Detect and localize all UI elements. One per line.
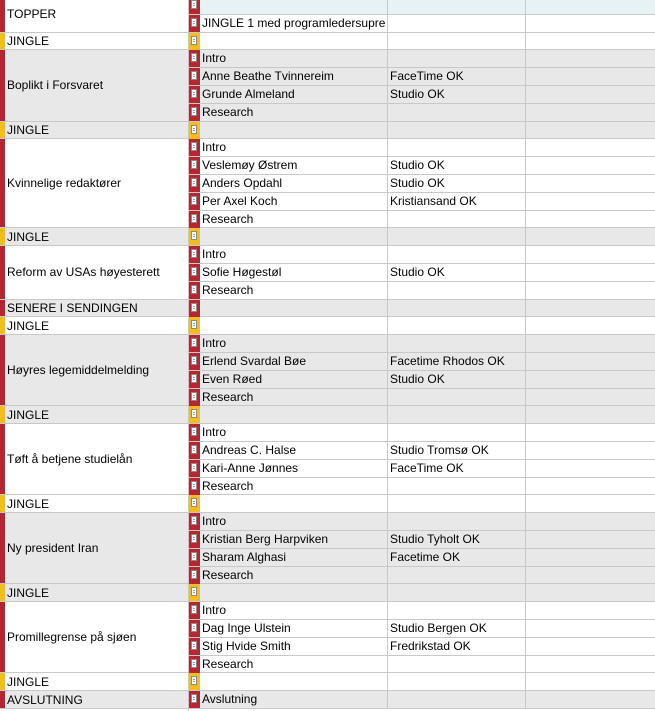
segment-title[interactable]: JINGLE (7, 318, 50, 333)
item-title-cell[interactable]: Kristian Berg Harpviken (202, 532, 329, 546)
column-divider (525, 531, 526, 548)
segment-title[interactable]: Høyres legemiddelmelding (7, 363, 150, 378)
column-divider (525, 442, 526, 459)
document-icon[interactable] (191, 214, 197, 223)
item-color-marker (189, 139, 200, 156)
document-icon[interactable] (191, 231, 197, 240)
segment-color-marker (0, 139, 5, 227)
column-divider (525, 50, 526, 67)
column-divider (525, 335, 526, 352)
item-color-marker (189, 513, 200, 530)
item-color-marker (189, 549, 200, 566)
column-divider (525, 673, 526, 690)
item-status-cell[interactable]: Fredrikstad OK (390, 638, 471, 653)
item-title-cell[interactable]: Sharam Alghasi (202, 549, 287, 564)
segment-title[interactable]: Ny president Iran (7, 541, 99, 556)
item-row[interactable] (189, 495, 655, 513)
column-divider (387, 584, 388, 601)
column-divider (525, 122, 526, 139)
item-title-cell[interactable]: Anne Beathe Tvinnereim (202, 69, 334, 84)
column-divider (387, 335, 388, 352)
document-icon[interactable] (191, 36, 197, 45)
column-divider (525, 282, 526, 299)
item-status-cell[interactable]: Studio OK (390, 176, 445, 190)
segment-title[interactable]: JINGLE (7, 496, 50, 511)
item-title-cell[interactable]: Intro (202, 51, 227, 66)
column-divider (387, 86, 388, 103)
column-divider (387, 317, 388, 334)
document-icon[interactable] (191, 249, 197, 258)
item-row[interactable] (189, 15, 655, 33)
column-divider (188, 0, 189, 711)
segment-color-marker (0, 0, 5, 32)
column-divider (387, 68, 388, 85)
item-title-cell[interactable]: Dag Inge Ulstein (202, 621, 291, 635)
column-divider (525, 656, 526, 673)
document-icon[interactable] (191, 463, 197, 472)
item-color-marker (189, 157, 200, 174)
item-color-marker (189, 335, 200, 352)
segment-title[interactable]: JINGLE (7, 585, 50, 600)
column-divider (387, 567, 388, 584)
column-divider (387, 139, 388, 156)
document-icon[interactable] (191, 320, 197, 329)
item-title-cell[interactable]: Per Axel Koch (202, 193, 278, 208)
document-icon[interactable] (191, 338, 197, 347)
item-row[interactable] (189, 406, 655, 424)
item-row[interactable] (189, 424, 655, 442)
segment-color-marker (0, 228, 5, 245)
item-status-cell[interactable]: Facetime Rhodos OK (390, 354, 505, 368)
column-divider (525, 620, 526, 637)
column-divider (387, 389, 388, 406)
item-row[interactable] (189, 211, 655, 229)
item-row[interactable] (189, 513, 655, 531)
document-icon[interactable] (191, 623, 197, 632)
document-icon[interactable] (191, 481, 197, 490)
segment-color-marker (0, 300, 5, 317)
document-icon[interactable] (191, 498, 197, 507)
item-color-marker (189, 478, 200, 495)
column-divider (387, 228, 388, 245)
document-icon[interactable] (191, 374, 197, 383)
item-title-cell[interactable]: Intro (202, 603, 227, 618)
item-row[interactable] (189, 33, 655, 51)
item-title-cell[interactable]: Research (202, 211, 254, 226)
item-row[interactable] (189, 300, 655, 318)
column-divider (387, 673, 388, 690)
item-row[interactable] (189, 122, 655, 140)
item-status-cell[interactable]: Studio OK (390, 158, 445, 173)
item-title-cell[interactable]: Avslutning (202, 692, 258, 707)
column-divider (525, 193, 526, 210)
segment-title[interactable]: Promillegrense på sjøen (7, 630, 137, 645)
column-divider (525, 638, 526, 655)
item-color-marker (189, 122, 200, 139)
item-color-marker (189, 584, 200, 601)
item-status-cell[interactable]: Studio OK (390, 371, 445, 386)
item-title-cell[interactable]: Research (202, 282, 254, 297)
item-row[interactable] (189, 282, 655, 300)
segment-color-marker (0, 602, 5, 672)
item-row[interactable] (189, 478, 655, 496)
item-status-cell[interactable]: Kristiansand OK (390, 193, 477, 208)
column-divider (387, 371, 388, 388)
column-divider (387, 424, 388, 441)
item-row[interactable] (189, 549, 655, 567)
item-title-cell[interactable]: Sofie Høgestøl (202, 265, 282, 279)
item-row[interactable] (189, 442, 655, 460)
document-icon[interactable] (191, 0, 197, 9)
document-icon[interactable] (191, 392, 197, 401)
item-title-cell[interactable]: Andreas C. Halse (202, 443, 297, 457)
document-icon[interactable] (191, 267, 197, 276)
segment-title[interactable]: Boplikt i Forsvaret (7, 78, 104, 93)
item-row[interactable] (189, 50, 655, 68)
item-title-cell[interactable]: Anders Opdahl (202, 176, 283, 190)
item-row[interactable] (189, 371, 655, 389)
column-divider (387, 620, 388, 637)
document-icon[interactable] (191, 570, 197, 579)
item-row[interactable] (189, 68, 655, 86)
item-row[interactable] (189, 246, 655, 264)
item-row[interactable] (189, 0, 655, 15)
item-title-cell[interactable]: Veslemøy Østrem (202, 158, 298, 173)
document-icon[interactable] (191, 125, 197, 134)
document-icon[interactable] (191, 71, 197, 80)
item-title-cell[interactable]: Research (202, 104, 254, 119)
item-status-cell[interactable]: Studio Tyholt OK (390, 532, 480, 546)
item-color-marker (189, 264, 200, 281)
item-row[interactable] (189, 389, 655, 407)
segment-title[interactable]: JINGLE (7, 33, 50, 48)
item-color-marker (189, 68, 200, 85)
item-row[interactable] (189, 335, 655, 353)
segment-color-marker (0, 50, 5, 120)
document-icon[interactable] (191, 18, 197, 27)
item-color-marker (189, 33, 200, 50)
item-color-marker (189, 228, 200, 245)
segment-color-marker (0, 673, 5, 690)
document-icon[interactable] (191, 641, 197, 650)
item-title-cell[interactable]: Kari-Anne Jønnes (202, 460, 299, 475)
column-divider (525, 460, 526, 477)
document-icon[interactable] (191, 409, 197, 418)
segment-title[interactable]: Kvinnelige redaktører (7, 176, 122, 191)
column-divider (387, 282, 388, 299)
segment-color-marker (0, 335, 5, 405)
document-icon[interactable] (191, 427, 197, 436)
segment-title[interactable]: AVSLUTNING (7, 692, 83, 707)
column-divider (387, 264, 388, 281)
document-icon[interactable] (191, 605, 197, 614)
item-color-marker (189, 246, 200, 263)
column-divider (525, 211, 526, 228)
item-row[interactable] (189, 86, 655, 104)
item-title-cell[interactable]: Intro (202, 336, 227, 351)
item-status-cell[interactable]: FaceTime OK (390, 460, 464, 475)
item-title-cell[interactable]: Research (202, 389, 254, 404)
item-row[interactable] (189, 656, 655, 674)
item-row[interactable] (189, 460, 655, 478)
column-divider (387, 175, 388, 192)
column-divider (387, 15, 388, 32)
column-divider (525, 228, 526, 245)
column-divider (387, 549, 388, 566)
item-color-marker (189, 371, 200, 388)
column-divider (387, 193, 388, 210)
column-divider (525, 157, 526, 174)
column-divider (387, 602, 388, 619)
column-divider (387, 0, 388, 14)
column-divider (387, 638, 388, 655)
item-title-cell[interactable]: Research (202, 567, 254, 582)
item-color-marker (189, 15, 200, 32)
document-icon[interactable] (191, 178, 197, 187)
segment-color-marker (0, 246, 5, 298)
item-status-cell[interactable]: Studio Tromsø OK (390, 443, 489, 457)
segment-color-marker (0, 513, 5, 583)
column-divider (525, 104, 526, 121)
column-divider (525, 513, 526, 530)
column-divider (525, 246, 526, 263)
segment-color-marker (0, 495, 5, 512)
item-title-cell[interactable]: Intro (202, 425, 227, 440)
column-divider (525, 0, 526, 14)
item-title-cell[interactable]: JINGLE 1 med programledersupre (202, 15, 386, 30)
item-row[interactable] (189, 104, 655, 122)
item-color-marker (189, 0, 200, 14)
column-divider (525, 264, 526, 281)
item-title-cell[interactable]: Research (202, 656, 254, 671)
item-row[interactable] (189, 175, 655, 193)
item-row[interactable] (189, 584, 655, 602)
document-icon[interactable] (191, 196, 197, 205)
segment-title[interactable]: SENERE I SENDINGEN (7, 300, 138, 315)
document-icon[interactable] (191, 587, 197, 596)
item-status-cell[interactable]: Studio Bergen OK (390, 621, 487, 635)
segment-title[interactable]: JINGLE (7, 407, 50, 422)
column-divider (387, 300, 388, 317)
item-row[interactable] (189, 228, 655, 246)
item-color-marker (189, 691, 200, 708)
segment-color-marker (0, 122, 5, 139)
column-divider (525, 389, 526, 406)
item-color-marker (189, 424, 200, 441)
item-row[interactable] (189, 139, 655, 157)
segment-color-marker (0, 584, 5, 601)
column-divider (387, 513, 388, 530)
item-title-cell[interactable]: Grunde Almeland (202, 87, 295, 101)
item-row[interactable] (189, 531, 655, 549)
column-divider (525, 602, 526, 619)
column-divider (525, 33, 526, 50)
segment-color-marker (0, 424, 5, 494)
column-divider (525, 300, 526, 317)
document-icon[interactable] (191, 285, 197, 294)
document-icon[interactable] (191, 694, 197, 703)
item-row[interactable] (189, 157, 655, 175)
item-row[interactable] (189, 620, 655, 638)
document-icon[interactable] (191, 445, 197, 454)
item-color-marker (189, 193, 200, 210)
item-row[interactable] (189, 193, 655, 211)
column-divider (387, 460, 388, 477)
document-icon[interactable] (191, 659, 197, 668)
item-row[interactable] (189, 353, 655, 371)
item-row[interactable] (189, 673, 655, 691)
column-divider (525, 549, 526, 566)
document-icon[interactable] (191, 676, 197, 685)
document-icon[interactable] (191, 303, 197, 312)
item-row[interactable] (189, 567, 655, 585)
item-status-cell[interactable]: FaceTime OK (390, 69, 464, 84)
segment-color-marker (0, 317, 5, 334)
item-title-cell[interactable]: Stig Hvide Smith (202, 638, 291, 653)
item-title-cell[interactable]: Intro (202, 247, 227, 262)
column-divider (387, 50, 388, 67)
column-divider (525, 691, 526, 708)
segment-title[interactable]: Tøft å betjene studielån (7, 452, 133, 467)
segment-color-marker (0, 33, 5, 50)
segment-title[interactable]: JINGLE (7, 122, 50, 137)
segment-title[interactable]: JINGLE (7, 674, 50, 689)
column-divider (387, 442, 388, 459)
item-color-marker (189, 495, 200, 512)
column-divider (525, 353, 526, 370)
item-color-marker (189, 175, 200, 192)
column-divider (387, 104, 388, 121)
column-divider (525, 478, 526, 495)
item-row[interactable] (189, 691, 655, 709)
column-divider (525, 584, 526, 601)
column-divider (387, 531, 388, 548)
column-divider (525, 406, 526, 423)
column-divider (387, 246, 388, 263)
column-divider (525, 424, 526, 441)
column-divider (525, 567, 526, 584)
column-divider (525, 371, 526, 388)
document-icon[interactable] (191, 53, 197, 62)
item-title-cell[interactable]: Intro (202, 514, 227, 529)
column-divider (387, 495, 388, 512)
item-title-cell[interactable]: Intro (202, 140, 227, 155)
item-color-marker (189, 353, 200, 370)
document-icon[interactable] (191, 552, 197, 561)
item-color-marker (189, 442, 200, 459)
column-divider (525, 175, 526, 192)
item-row[interactable] (189, 602, 655, 620)
column-divider (387, 122, 388, 139)
column-divider (387, 33, 388, 50)
document-icon[interactable] (191, 142, 197, 151)
column-divider (387, 157, 388, 174)
item-color-marker (189, 620, 200, 637)
item-status-cell[interactable]: Studio OK (390, 265, 445, 279)
item-color-marker (189, 282, 200, 299)
item-color-marker (189, 104, 200, 121)
item-color-marker (189, 638, 200, 655)
item-color-marker (189, 656, 200, 673)
column-divider (387, 656, 388, 673)
column-divider (387, 406, 388, 423)
item-color-marker (189, 86, 200, 103)
item-color-marker (189, 531, 200, 548)
item-color-marker (189, 460, 200, 477)
item-title-cell[interactable]: Even Røed (202, 371, 263, 386)
item-title-cell[interactable]: Research (202, 478, 254, 493)
segment-title[interactable]: Reform av USAs høyesterett (7, 265, 160, 280)
item-color-marker (189, 673, 200, 690)
segment-color-marker (0, 406, 5, 423)
item-status-cell[interactable]: Studio OK (390, 87, 445, 101)
column-divider (525, 86, 526, 103)
segment-color-marker (0, 691, 5, 708)
item-status-cell[interactable]: Facetime OK (390, 549, 461, 564)
column-divider (525, 495, 526, 512)
column-divider (387, 691, 388, 708)
segment-title[interactable]: JINGLE (7, 229, 50, 244)
document-icon[interactable] (191, 356, 197, 365)
document-icon[interactable] (191, 534, 197, 543)
column-divider (387, 478, 388, 495)
item-title-cell[interactable]: Erlend Svardal Bøe (202, 354, 307, 368)
document-icon[interactable] (191, 516, 197, 525)
item-color-marker (189, 211, 200, 228)
column-divider (525, 139, 526, 156)
document-icon[interactable] (191, 89, 197, 98)
item-color-marker (189, 300, 200, 317)
document-icon[interactable] (191, 107, 197, 116)
item-color-marker (189, 317, 200, 334)
column-divider (525, 15, 526, 32)
item-color-marker (189, 602, 200, 619)
column-divider (387, 353, 388, 370)
segment-title[interactable]: TOPPER (7, 7, 57, 22)
item-color-marker (189, 406, 200, 423)
item-row[interactable] (189, 638, 655, 656)
item-color-marker (189, 50, 200, 67)
column-divider (387, 211, 388, 228)
column-divider (525, 317, 526, 334)
document-icon[interactable] (191, 160, 197, 169)
item-row[interactable] (189, 264, 655, 282)
item-row[interactable] (189, 317, 655, 335)
item-color-marker (189, 567, 200, 584)
item-color-marker (189, 389, 200, 406)
column-divider (525, 68, 526, 85)
